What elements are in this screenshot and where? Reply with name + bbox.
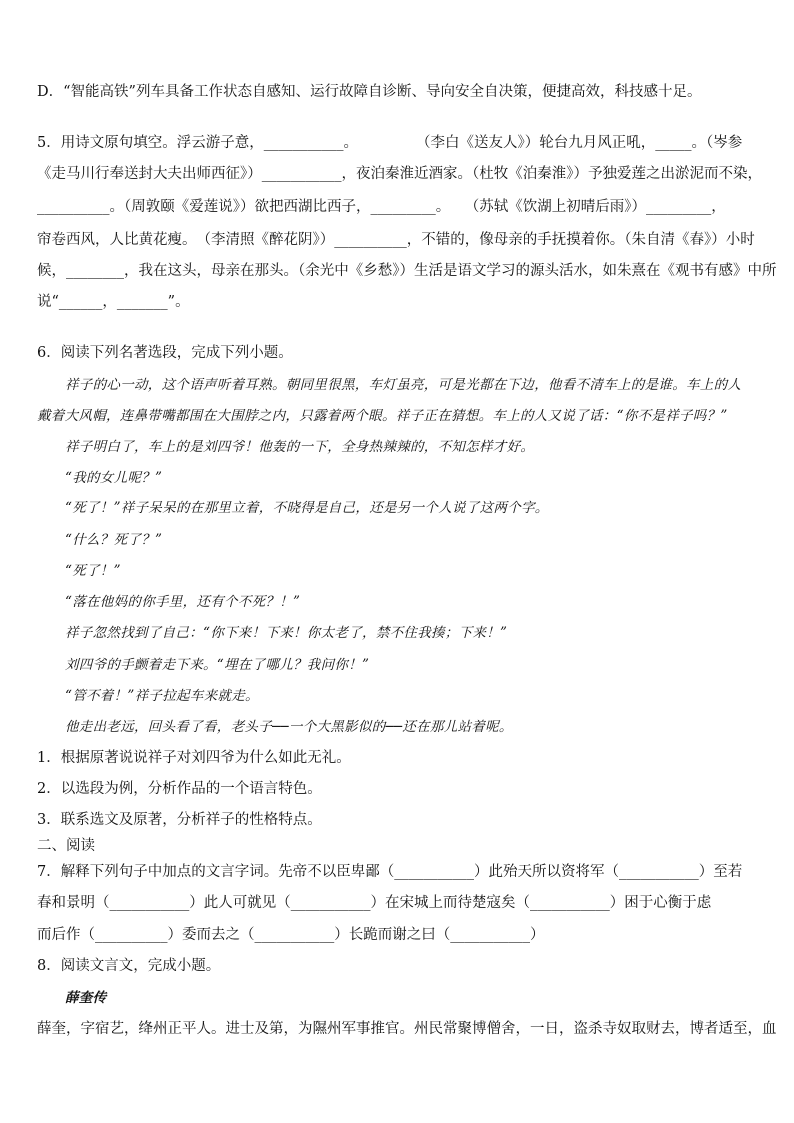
excerpt-paragraph-line-2: 戴着大风帽，连鼻带嘴都围在大围脖之内，只露着两个眼。祥子正在猜想。车上的人又说了话：“你不是祥子吗？” (37, 408, 728, 424)
q5-line-4: 帘卷西风，人比黄花瘦。 （李清照《醉花阴》）__________，不错的，像母亲的手抚摸着你。（朱自清《春》）小时 (37, 232, 755, 248)
section-heading: 二、阅读 (37, 838, 95, 854)
q7-line-1: 7．解释下列句子中加点的文言字词。先帝不以臣卑鄙（___________）此殆天所以资将军（___________）至若 (37, 864, 743, 880)
passage-line-1: 薛奎，字宿艺，绛州正平人。进士及第，为隰州军事推官。州民常聚博僧舍，一日，盗杀寺奴取财去，博者适至，血 (37, 1021, 777, 1037)
excerpt-paragraph-line-1: 祥子的心一动，这个语声听着耳熟。朝同里很黑，车灯虽亮，可是光都在下边，他看不清车上的是谁。车上的人 (65, 377, 742, 393)
passage-title: 薛奎传 (65, 990, 107, 1006)
subquestion-2: 2．以选段为例，分析作品的一个语言特色。 (37, 781, 322, 797)
excerpt-paragraph: “什么？死了？” (65, 532, 163, 548)
q7-line-2: 春和景明（___________）此人可就见（___________）在宋城上而待楚寇矣（___________）困于心衡于虑 (37, 895, 712, 911)
q7-line-3: 而后作（__________）委而去之（___________）长跪而谢之曰（___________） (37, 927, 545, 943)
q5-line-6: 说“______，_______”。 (37, 294, 190, 310)
excerpt-paragraph: 刘四爷的手颤着走下来。“埋在了哪儿？我问你！” (65, 657, 370, 673)
q5-line-5: 候，________，我在这头，母亲在那头。（余光中《乡愁》）生活是语文学习的源头活水，如朱熹在《观书有感》中所 (37, 263, 777, 279)
option-d-text: D．“智能高铁”列车具备工作状态自感知、运行故障自诊断、导向安全自决策，便捷高效，科技感十足。 (37, 84, 702, 100)
q5-line-3: __________。（周敦颐《爱莲说》）欲把西湖比西子，_________。 （苏轼《饮湖上初晴后雨》）_________， (37, 199, 726, 215)
q5-line-2: 《走马川行奉送封大夫出师西征》）___________，夜泊秦淮近酒家。（杜牧《泊秦淮》）予独爱莲之出淤泥而不染， (37, 166, 762, 182)
excerpt-paragraph: “落在他妈的你手里，还有个不死？！” (65, 594, 301, 610)
q5-line-1: 5．用诗文原句填空。浮云游子意，___________。 （李白《送友人》）轮台九月风正吼，_____。（岑参 (37, 135, 743, 151)
excerpt-paragraph: 祥子明白了，车上的是刘四爷！他轰的一下，全身热辣辣的，不知怎样才好。 (65, 439, 535, 455)
subquestion-3: 3．联系选文及原著，分析祥子的性格特点。 (37, 812, 322, 828)
subquestion-1: 1．根据原著说说祥子对刘四爷为什么如此无礼。 (37, 750, 351, 766)
excerpt-paragraph: 祥子忽然找到了自己：“你下来！下来！你太老了，禁不住我揍；下来！” (65, 625, 508, 641)
excerpt-paragraph: “死了！”祥子呆呆的在那里立着，不晓得是自己，还是另一个人说了这两个字。 (65, 500, 549, 516)
excerpt-paragraph: “管不着！”祥子拉起车来就走。 (65, 688, 259, 704)
excerpt-paragraph: “我的女儿呢？” (65, 470, 163, 486)
q8-heading: 8．阅读文言文，完成小题。 (37, 958, 221, 974)
excerpt-paragraph: 他走出老远，回头看了看，老头子──一个大黑影似的──还在那儿站着呢。 (65, 719, 513, 735)
excerpt-paragraph: “死了！” (65, 563, 121, 579)
q6-heading: 6．阅读下列名著选段，完成下列小题。 (37, 345, 293, 361)
